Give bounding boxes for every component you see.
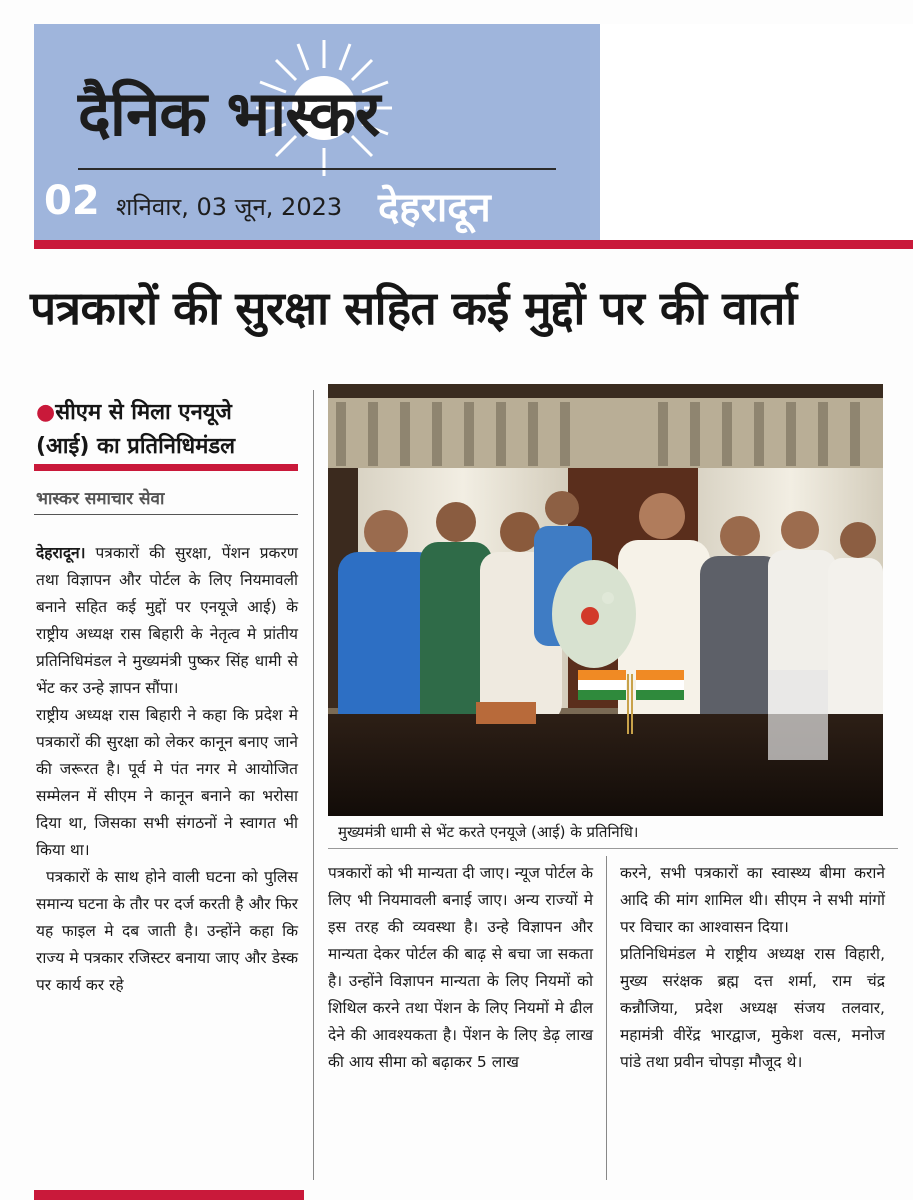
page-number: 02 — [44, 178, 100, 224]
photo-caption: मुख्यमंत्री धामी से भेंट करते एनयूजे (आई) के प्रतिनिधि। — [338, 823, 639, 841]
next-article-red-bar — [34, 1190, 304, 1200]
article-column-3 — [620, 860, 885, 1076]
article-byline: भास्कर समाचार सेवा — [36, 489, 165, 509]
article-paragraph — [620, 860, 885, 941]
caption-rule — [328, 848, 898, 849]
subhead-line-1: सीएम से मिला एनयूजे — [55, 400, 232, 425]
paragraph-text: पत्रकारों के साथ होने वाली घटना को पुलिस समान्य घटना के तौर पर दर्ज करती है और फिर यह फाइल मे दब जाती है। उन्होंने कहा कि राज्य मे पत्रकार रजिस्टर बनाया जाए और डेस्क पर कार्य कर रहे — [36, 868, 298, 994]
article-photo — [328, 384, 883, 816]
masthead-red-rule — [34, 240, 913, 249]
paragraph-text: पत्रकारों की सुरक्षा, पेंशन प्रकरण तथा विज्ञापन और पोर्टल के लिए नियमावली बनाने सहित कई मुद्दों पर एनयूजे आई) के राष्ट्रीय अध्यक्ष रास बिहारी के नेतृत्व मे प्रांतीय प्रतिनिधिमंडल ने मुख्यमंत्री पुष्कर सिंह धामी से भेंट कर उन्हे ज्ञापन सौंपा। — [36, 544, 298, 697]
article-paragraph — [36, 702, 298, 864]
edition-city: देहरादून — [378, 185, 491, 231]
masthead-rule — [78, 168, 556, 170]
subhead-red-rule — [34, 464, 298, 471]
subhead-line-2: (आई) का प्रतिनिधिमंडल — [36, 434, 236, 459]
subhead-bullet: ● — [36, 400, 56, 425]
column-divider — [313, 390, 314, 1180]
article-column-2 — [328, 860, 593, 1076]
edition-date: शनिवार, 03 जून, 2023 — [116, 193, 343, 221]
column-divider — [606, 856, 607, 1180]
article-subhead — [36, 396, 298, 464]
article-paragraph — [328, 860, 593, 1076]
article-headline: पत्रकारों की सुरक्षा सहित कई मुद्दों पर की वार्ता — [30, 281, 797, 335]
masthead-blank-area — [600, 24, 913, 242]
paragraph-text: राष्ट्रीय अध्यक्ष रास बिहारी ने कहा कि प्रदेश मे पत्रकारों की सुरक्षा को लेकर कानून बनाए जाने की जरूरत है। पूर्व मे पंत नगर मे आयोजित सम्मेलन में सीएम ने कानून बनाने का भरोसा दिया था, जिसका सभी संगठनों ने स्वागत भी किया था। — [36, 706, 298, 859]
article-paragraph — [620, 941, 885, 1076]
article-dateline: देहरादून। — [36, 544, 86, 562]
newspaper-logo: दैनिक भास्कर — [78, 77, 380, 150]
article-paragraph — [36, 540, 298, 702]
paragraph-text: प्रतिनिधिमंडल मे राष्ट्रीय अध्यक्ष रास विहारी, मुख्य सरंक्षक ब्रह्म दत्त शर्मा, राम चंद्र कन्नौजिया, प्रदेश अध्यक्ष संजय तलवार, महामंत्री वीरेंद्र भारद्वाज, मुकेश वत्स, मनोज पांडे तथा प्रवीन चोपड़ा मौजूद थे। — [620, 945, 885, 1071]
byline-rule — [34, 514, 298, 515]
paragraph-text: करने, सभी पत्रकारों का स्वास्थ्य बीमा कराने आदि की मांग शामिल थी। सीएम ने सभी मांगों पर विचार का आश्वासन दिया। — [620, 864, 885, 936]
paragraph-text: पत्रकारों को भी मान्यता दी जाए। न्यूज पोर्टल के लिए भी नियमावली बनाई जाए। अन्य राज्यों मे इस तरह की व्यवस्था है। उन्हे विज्ञापन और मान्यता देकर पोर्टल की बाढ़ से बचा जा सकता है। उन्होंने विज्ञापन मान्यता के लिए नियमों को शिथिल करने तथा पेंशन के लिए नियमों मे ढील देने की आवश्यकता है। पेंशन के लिए डेढ़ लाख की आय सीमा को बढ़ाकर 5 लाख — [328, 864, 593, 1071]
meeting-photo-illustration — [328, 384, 883, 816]
article-paragraph — [36, 864, 298, 999]
article-column-1 — [36, 540, 298, 999]
